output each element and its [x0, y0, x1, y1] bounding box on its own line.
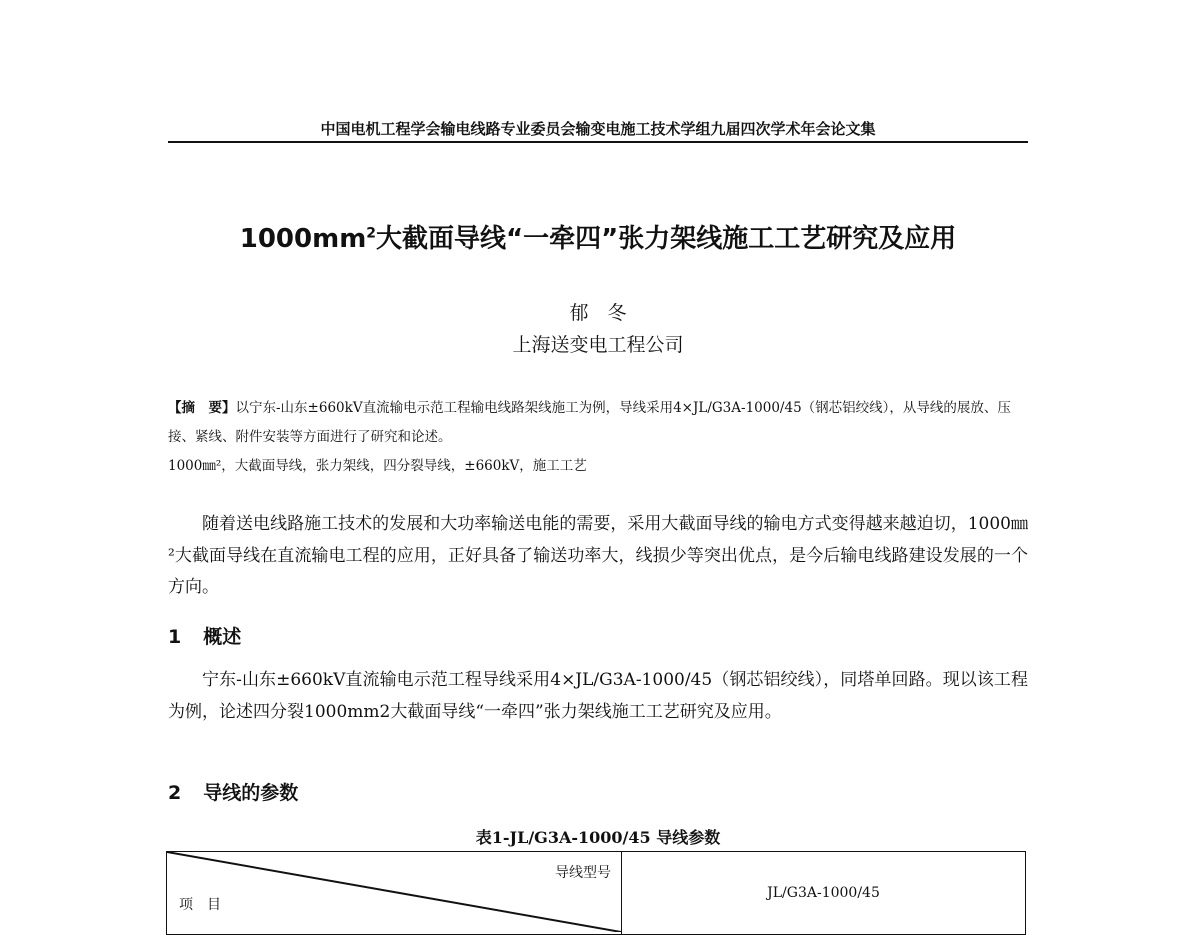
organization: 上海送变电工程公司 — [512, 334, 684, 356]
running-header: 中国电机工程学会输电线路专业委员会输变电施工技术学组九届四次学术年会论文集 — [320, 120, 876, 138]
section-1-paragraph: 宁东-山东±660kV直流输电示范工程导线采用4×JL/G3A-1000/45（钢芯铝绞线），同塔单回路。现以该工程为例，论述四分裂1000mm2大截面导线“一牵四”张力架线施工工艺研究及应用。 — [168, 670, 1028, 722]
diagonal-header-cell — [167, 852, 622, 935]
section-heading-1 — [168, 622, 263, 649]
header-model-label: 导线型号 — [555, 865, 611, 881]
section-heading-2 — [168, 778, 320, 805]
header-rule — [168, 141, 1028, 143]
author: 郁 冬 — [569, 302, 627, 324]
section-title: 导线的参数 — [203, 782, 299, 804]
paper-title — [168, 218, 1028, 255]
section-number: 2 — [168, 782, 182, 804]
abstract-label: 【摘 要】 — [168, 400, 236, 416]
header-item-label: 项 目 — [179, 897, 221, 913]
abstract — [168, 394, 1028, 481]
title-prefix: 1000mm — [239, 224, 367, 254]
model-cell: JL/G3A-1000/45 — [622, 852, 1026, 935]
title-rest: 大截面导线“一牵四”张力架线施工工艺研究及应用 — [376, 224, 957, 254]
table-caption: 表1-JL/G3A-1000/45 导线参数 — [475, 828, 721, 847]
intro-paragraph: 随着送电线路施工技术的发展和大功率输送电能的需要，采用大截面导线的输电方式变得越来越迫切，1000㎜²大截面导线在直流输电工程的应用，正好具备了输送功率大，线损少等突出优点，是今后输电线路建设发展的一个方向。 — [168, 514, 1028, 597]
table-row — [167, 852, 1026, 935]
keywords: 1000㎜²，大截面导线，张力架线，四分裂导线，±660kV，施工工艺 — [168, 458, 587, 474]
section-number: 1 — [168, 626, 182, 648]
diagonal-line — [167, 852, 621, 932]
title-superscript: 2 — [366, 225, 377, 242]
parameters-table — [166, 851, 1026, 935]
abstract-text: 以宁东-山东±660kV直流输电示范工程输电线路架线施工为例，导线采用4×JL/G3A-1000/45（钢芯铝绞线），从导线的展放、压接、紧线、附件安装等方面进行了研究和论述。 — [168, 400, 1011, 445]
section-title: 概述 — [203, 626, 242, 648]
